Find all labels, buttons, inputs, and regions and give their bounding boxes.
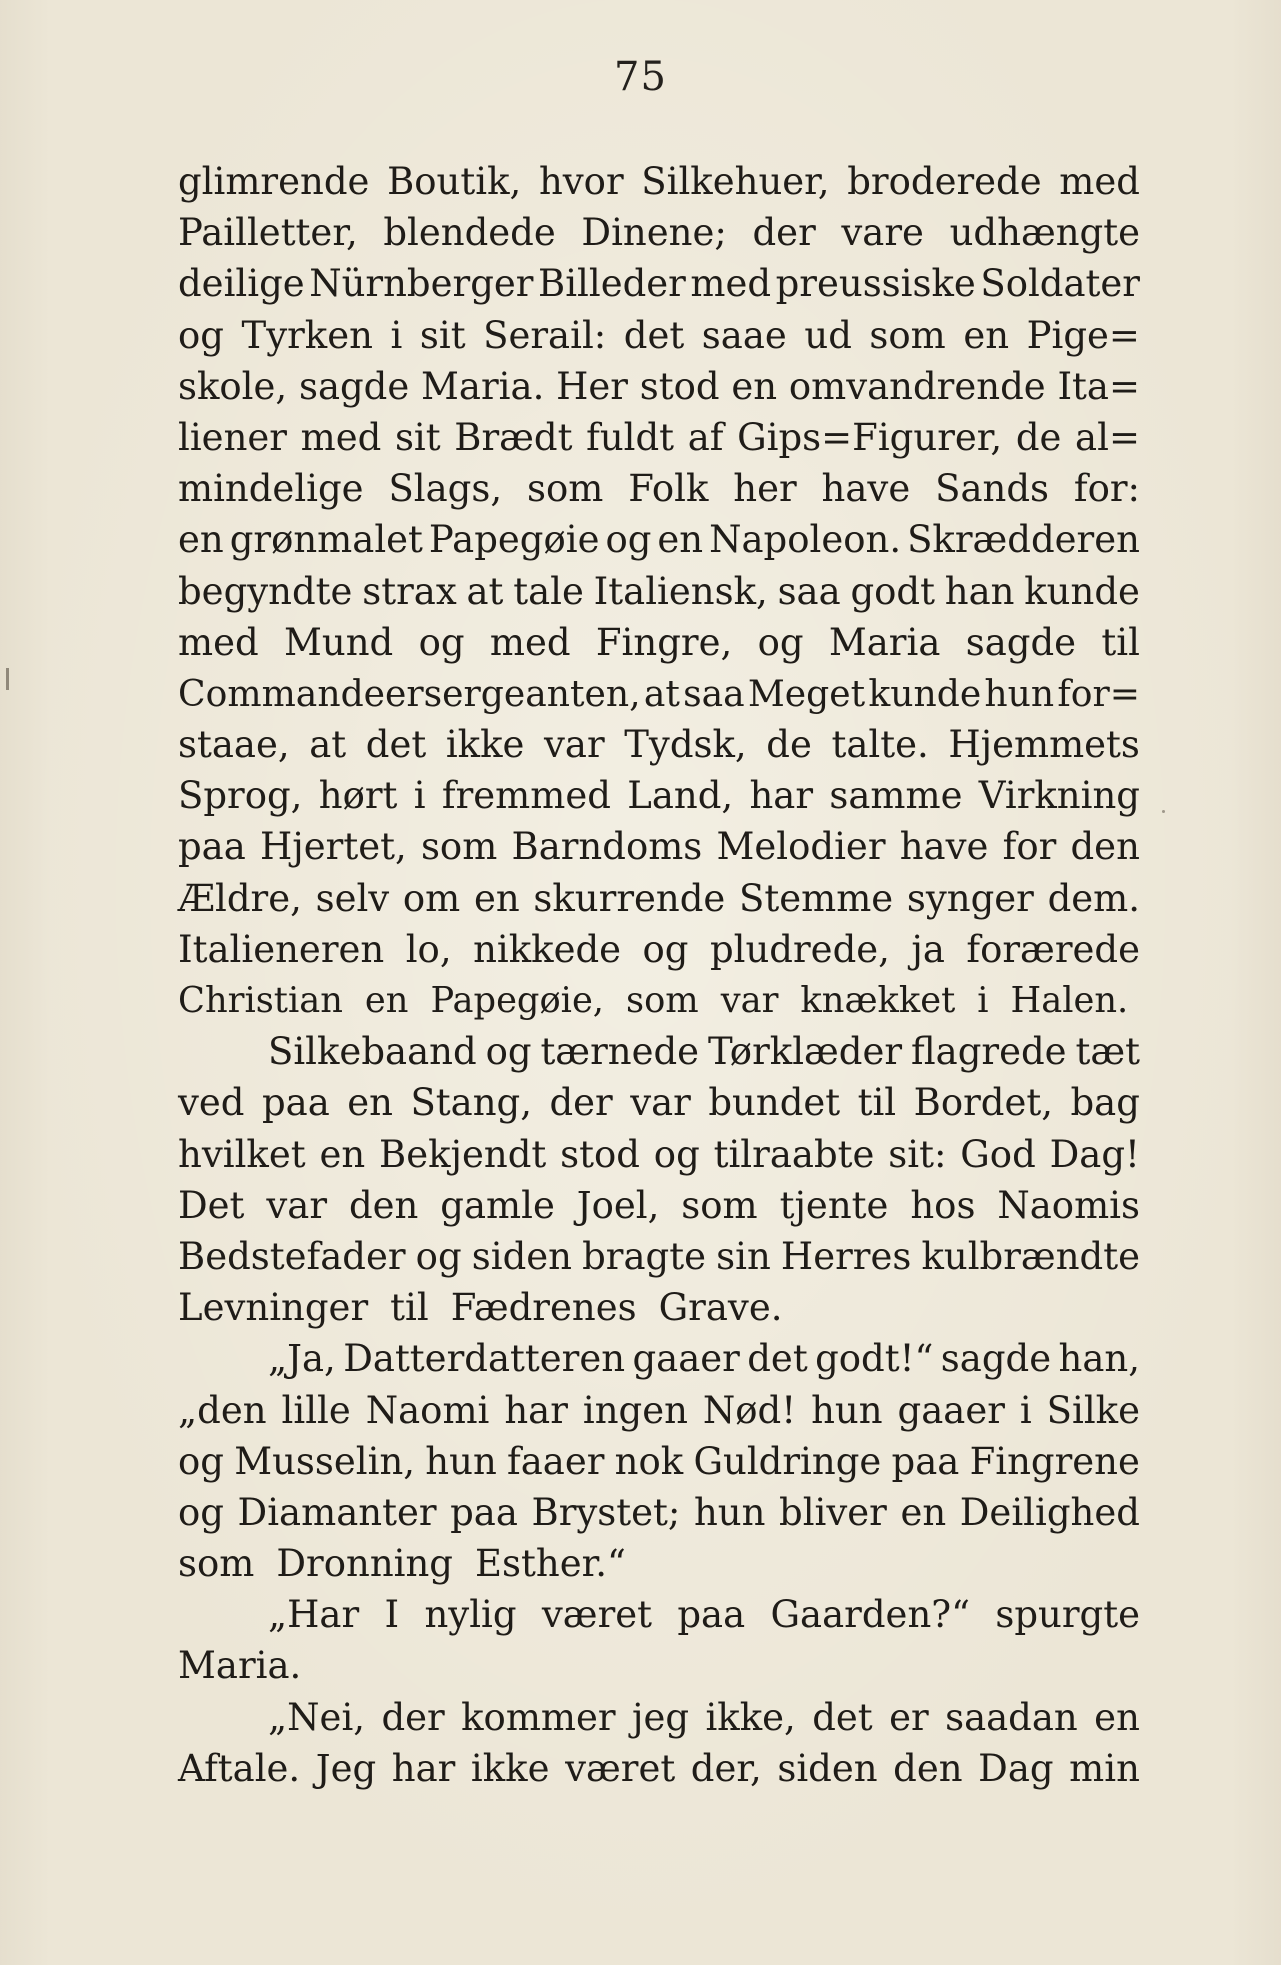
word: Pailletter,	[178, 211, 358, 255]
word: paa	[450, 1490, 518, 1534]
word: og	[418, 620, 465, 664]
word: paa	[891, 1439, 960, 1483]
word: med	[1059, 160, 1140, 203]
word: Nürnberger	[309, 262, 534, 306]
text-line	[178, 156, 1140, 207]
text-line	[178, 1129, 1140, 1180]
text-line	[178, 310, 1140, 361]
word: for=	[1057, 671, 1140, 715]
word: Stang,	[410, 1081, 532, 1125]
word: en	[963, 313, 1010, 357]
word: som	[178, 1542, 255, 1586]
word: Ældre,	[178, 876, 302, 920]
word: og	[757, 620, 804, 664]
word: med	[178, 620, 259, 664]
word: de	[1015, 415, 1062, 459]
word: sagde	[940, 1337, 1052, 1381]
word: Gips=Figurer,	[737, 415, 1003, 459]
page-edge-mark	[6, 668, 9, 690]
text-line	[178, 617, 1140, 668]
word: vare	[841, 211, 924, 255]
word: ingen	[582, 1388, 688, 1432]
word: det	[365, 723, 427, 767]
text-line	[178, 1333, 1140, 1384]
word: Silke	[1046, 1388, 1140, 1432]
word: godt!“	[815, 1337, 934, 1381]
word: Musselin,	[234, 1439, 416, 1483]
word: hørt	[318, 774, 398, 818]
text-line	[178, 258, 1140, 309]
text-line	[178, 1538, 1140, 1589]
word: en	[900, 1490, 947, 1534]
text-line	[178, 1385, 1140, 1436]
word: bragte	[582, 1234, 707, 1278]
word: al=	[1075, 415, 1140, 459]
word: saa	[777, 569, 841, 613]
word: Silkebaand	[268, 1030, 477, 1074]
word: og	[415, 1234, 462, 1278]
word: have	[899, 825, 989, 869]
word: Fædrenes	[450, 1286, 637, 1330]
word: til	[1101, 620, 1140, 664]
word: Bedstefader	[178, 1234, 406, 1278]
word: Aftale.	[178, 1746, 301, 1790]
word: Sprog,	[178, 774, 303, 818]
word: Herres	[780, 1234, 912, 1278]
word: Hjertet,	[260, 825, 407, 869]
word: Meget	[747, 671, 866, 715]
text-line	[178, 1487, 1140, 1538]
word: hvor	[538, 160, 624, 203]
word: Silkehuer,	[641, 160, 830, 203]
word: Italieneren	[178, 927, 385, 971]
word: Brædt	[454, 415, 573, 459]
word: Land,	[627, 774, 734, 818]
word: paa	[178, 825, 246, 869]
word: for	[1002, 825, 1057, 869]
word: Fingrene	[969, 1439, 1140, 1483]
word: strax	[362, 569, 457, 613]
word: de	[766, 723, 812, 767]
word: Tydsk,	[624, 723, 747, 767]
word: har	[504, 1388, 568, 1432]
word: den	[348, 1183, 419, 1227]
word: Jeg	[315, 1746, 377, 1790]
word: og	[178, 313, 224, 357]
word: kunde	[1024, 569, 1140, 613]
word: Melodier	[716, 825, 886, 869]
word: „den	[178, 1388, 267, 1432]
text-line	[178, 1640, 1140, 1691]
word: en	[364, 980, 409, 1021]
word: „Har	[268, 1593, 360, 1637]
text-line	[178, 1436, 1140, 1487]
word: at	[466, 569, 504, 613]
word: der	[381, 1695, 445, 1739]
word: gamle	[440, 1183, 555, 1227]
word: gaaer	[632, 1337, 740, 1381]
word: Commandeersergeanten,	[178, 671, 641, 715]
word: tæt	[1075, 1030, 1140, 1074]
word: paa	[677, 1593, 746, 1637]
word: tærnede	[540, 1030, 700, 1074]
word: broderede	[847, 160, 1042, 203]
word: sagde	[298, 364, 410, 408]
word: Dinene;	[581, 211, 727, 255]
word: Dronning	[276, 1542, 453, 1586]
word: kulbrændte	[921, 1234, 1140, 1278]
word: Gaarden?“	[770, 1593, 971, 1637]
word: Boutik,	[387, 160, 522, 203]
word: han	[944, 569, 1015, 613]
word: været	[541, 1593, 653, 1637]
page-number: 75	[614, 54, 667, 100]
word: Italiensk,	[593, 569, 768, 613]
text-line	[178, 207, 1140, 258]
word: til	[857, 1081, 897, 1125]
text-line	[178, 1282, 1140, 1333]
word: faaer	[507, 1439, 605, 1483]
word: for:	[1073, 467, 1140, 511]
word: det	[812, 1695, 873, 1739]
text-line	[178, 924, 1140, 975]
word: min	[1069, 1746, 1140, 1790]
word: Barndoms	[511, 825, 703, 869]
word: God	[960, 1132, 1036, 1176]
word: grønmalet	[229, 518, 423, 562]
word: tilraabte	[713, 1132, 875, 1176]
word: Deilighed	[959, 1490, 1140, 1534]
word: nikkede	[473, 927, 622, 971]
word: i	[390, 313, 403, 357]
word: stod	[560, 1132, 640, 1176]
word: ud	[804, 313, 852, 357]
word: en	[1094, 1695, 1140, 1739]
word: den	[1070, 825, 1140, 869]
word: hun	[984, 671, 1055, 715]
word: preussiske	[775, 262, 976, 306]
word: Levninger	[178, 1286, 369, 1330]
word: spurgte	[995, 1593, 1140, 1637]
word: Papegøie	[428, 518, 600, 562]
word: til	[390, 1286, 429, 1330]
word: er	[889, 1695, 929, 1739]
word: siden	[471, 1234, 572, 1278]
word: det	[623, 313, 685, 357]
word: Stemme	[739, 876, 894, 920]
word: godt	[850, 569, 935, 613]
word: ja	[911, 927, 945, 971]
word: glimrende	[178, 160, 370, 203]
word: nok	[614, 1439, 684, 1483]
word: i	[413, 774, 426, 818]
word: Joel,	[576, 1183, 660, 1227]
word: Tørklæder	[708, 1030, 903, 1074]
word: Napoleon.	[709, 518, 902, 562]
word: sagde	[965, 620, 1077, 664]
word: Maria.	[421, 364, 545, 408]
text-line	[178, 1743, 1140, 1794]
word: Fingre,	[595, 620, 733, 664]
word: var	[720, 980, 779, 1021]
word: som	[626, 980, 699, 1021]
word: Det	[178, 1183, 245, 1227]
word: hvilket	[178, 1132, 306, 1176]
word: begyndte	[178, 569, 353, 613]
word: hun	[693, 1490, 766, 1534]
word: der,	[690, 1746, 762, 1790]
word: Bekjendt	[379, 1132, 547, 1176]
word: stod	[639, 364, 720, 408]
word: hun	[811, 1388, 883, 1432]
word: Diamanter	[237, 1490, 437, 1534]
text-line	[178, 566, 1140, 617]
word: lo,	[405, 927, 452, 971]
word: siden	[777, 1746, 878, 1790]
word: som	[869, 313, 946, 357]
word: fuldt	[586, 415, 675, 459]
word: og	[605, 518, 652, 562]
word: en	[178, 518, 224, 562]
word: sin	[716, 1234, 771, 1278]
word: Serail:	[483, 313, 607, 357]
word: Bordet,	[913, 1081, 1053, 1125]
word: Dag	[978, 1746, 1054, 1790]
body-text	[178, 156, 1140, 1794]
word: synger	[906, 876, 1034, 920]
word: om	[402, 876, 461, 920]
word: bliver	[779, 1490, 887, 1534]
word: Nød!	[702, 1388, 797, 1432]
word: nylig	[424, 1593, 517, 1637]
word: hos	[910, 1183, 976, 1227]
word: Christian	[178, 980, 343, 1021]
word: ikke	[445, 723, 525, 767]
word: som	[526, 467, 604, 511]
word: tale	[513, 569, 584, 613]
word: omvandrende	[788, 364, 1046, 408]
word: Datterdatteren	[343, 1337, 626, 1381]
word: Mund	[284, 620, 394, 664]
word: sit:	[888, 1132, 947, 1176]
text-line	[178, 770, 1140, 821]
word: at	[643, 671, 680, 715]
word: sit	[419, 313, 466, 357]
word: Folk	[628, 467, 709, 511]
word: der	[549, 1081, 613, 1125]
word: en	[657, 518, 704, 562]
word: „Ja,	[268, 1337, 336, 1381]
word: en	[319, 1132, 366, 1176]
word: jeg	[632, 1695, 690, 1739]
word: tjente	[779, 1183, 889, 1227]
text-line	[178, 1231, 1140, 1282]
word: have	[821, 467, 911, 511]
word: som	[681, 1183, 758, 1227]
text-line	[178, 514, 1140, 565]
text-line	[178, 412, 1140, 463]
word: en	[347, 1081, 393, 1125]
word: og	[642, 927, 689, 971]
word: Slags,	[388, 467, 503, 511]
word: liener	[178, 415, 287, 459]
text-line	[178, 1077, 1140, 1128]
word: Esther.“	[475, 1542, 626, 1586]
word: med	[690, 262, 772, 306]
word: lille	[281, 1388, 351, 1432]
word: som	[420, 825, 498, 869]
word: her	[733, 467, 797, 511]
word: gaaer	[897, 1388, 1005, 1432]
word: bundet	[708, 1081, 841, 1125]
word: Brystet;	[531, 1490, 681, 1534]
text-line	[178, 719, 1140, 770]
word: Her	[556, 364, 628, 408]
word: Hjemmets	[948, 723, 1140, 767]
word: blendede	[383, 211, 556, 255]
word: Dag!	[1049, 1132, 1140, 1176]
word: Maria	[828, 620, 941, 664]
word: kunde	[868, 671, 982, 715]
word: knækket	[800, 980, 956, 1021]
word: var	[630, 1081, 691, 1125]
word: saa	[683, 671, 745, 715]
word: Skrædderen	[907, 518, 1140, 562]
text-line	[178, 1180, 1140, 1231]
word: en	[473, 876, 520, 920]
text-line	[178, 975, 1140, 1026]
word: med	[300, 415, 382, 459]
word: han,	[1058, 1337, 1140, 1381]
word: fremmed	[441, 774, 611, 818]
text-line	[178, 1589, 1140, 1640]
word: det	[747, 1337, 808, 1381]
word: Halen.	[1010, 980, 1129, 1021]
text-line	[178, 668, 1140, 719]
word: Grave.	[658, 1286, 783, 1330]
word: selv	[315, 876, 390, 920]
word: I	[384, 1593, 400, 1637]
word: „Nei,	[268, 1695, 366, 1739]
word: ved	[178, 1081, 245, 1125]
paper-speck	[1162, 810, 1165, 813]
word: Pige=	[1026, 313, 1140, 357]
text-line	[178, 361, 1140, 412]
word: været	[565, 1746, 676, 1790]
word: Papegøie,	[430, 980, 604, 1021]
word: Guldringe	[693, 1439, 882, 1483]
text-line	[178, 1692, 1140, 1743]
word: skurrende	[533, 876, 726, 920]
word: samme	[829, 774, 963, 818]
word: har	[749, 774, 814, 818]
word: af	[687, 415, 724, 459]
word: bag	[1070, 1081, 1140, 1125]
text-line	[178, 1026, 1140, 1077]
word: hun	[425, 1439, 497, 1483]
word: forærede	[966, 927, 1140, 971]
word: Naomi	[365, 1388, 490, 1432]
word: den	[893, 1746, 963, 1790]
word: saadan	[945, 1695, 1078, 1739]
word: sit	[394, 415, 441, 459]
word: skole,	[178, 364, 288, 408]
word: paa	[261, 1081, 330, 1125]
word: deilige	[178, 262, 305, 306]
word: kommer	[461, 1695, 616, 1739]
word: var	[266, 1183, 328, 1227]
word: Sands	[935, 467, 1050, 511]
word: i	[977, 980, 989, 1021]
word: staae,	[178, 723, 290, 767]
word: og	[178, 1490, 224, 1534]
word: ikke	[470, 1746, 550, 1790]
word: Ita=	[1057, 364, 1140, 408]
word: der	[752, 211, 816, 255]
word: saae	[701, 313, 787, 357]
word: Naomis	[997, 1183, 1140, 1227]
word: mindelige	[178, 467, 364, 511]
word: og	[178, 1439, 224, 1483]
word: at	[309, 723, 347, 767]
word: Virkning	[978, 774, 1140, 818]
text-line	[178, 873, 1140, 924]
word: og	[653, 1132, 700, 1176]
word: Maria.	[178, 1644, 302, 1688]
word: var	[543, 723, 605, 767]
word: talte.	[831, 723, 929, 767]
word: en	[731, 364, 778, 408]
word: flagrede	[910, 1030, 1067, 1074]
word: med	[489, 620, 571, 664]
word: Billeder	[538, 262, 686, 306]
word: har	[391, 1746, 456, 1790]
text-line	[178, 821, 1140, 872]
word: dem.	[1047, 876, 1140, 920]
word: pludrede,	[709, 927, 890, 971]
word: og	[485, 1030, 532, 1074]
word: i	[1019, 1388, 1032, 1432]
text-line	[178, 463, 1140, 514]
word: Tyrken	[241, 313, 373, 357]
word: ikke,	[705, 1695, 796, 1739]
word: udhængte	[949, 211, 1140, 255]
word: Soldater	[980, 262, 1140, 306]
